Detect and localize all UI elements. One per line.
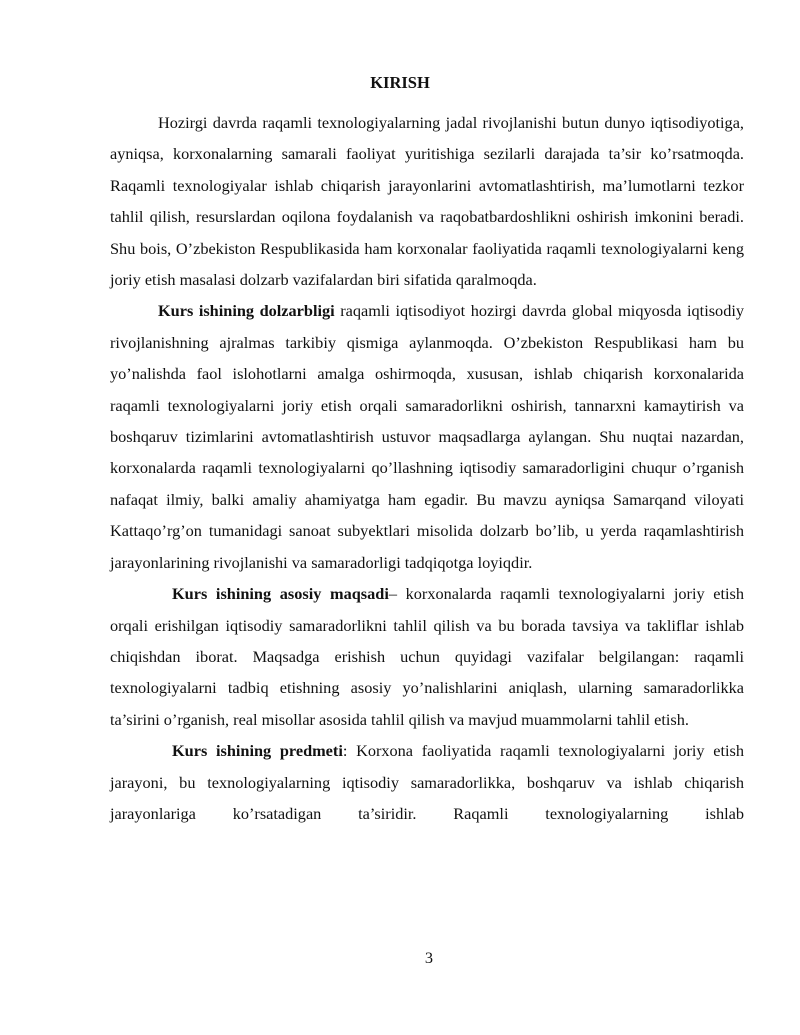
document-body bbox=[110, 107, 744, 829]
paragraph-lead: Kurs ishining predmeti bbox=[172, 741, 343, 761]
paragraph-lead: Kurs ishining dolzarbligi bbox=[158, 301, 335, 321]
page-title: KIRISH bbox=[370, 73, 430, 92]
page-number: 3 bbox=[424, 948, 434, 967]
paragraph-text: : Korxona faoliyatida raqamli texnologiyalarni joriy etish jarayoni, bu texnologiyalarning iqtisodiy samaradorlikka, boshqaruv va ishlab chiqarish jarayonlariga ko’rsatadigan ta’siridir. Raqamli texnologiyalarning ishlab bbox=[110, 741, 744, 823]
paragraph-subject bbox=[110, 735, 744, 829]
paragraph-relevance bbox=[110, 295, 744, 578]
paragraph-lead: Kurs ishining asosiy maqsadi bbox=[172, 584, 389, 604]
paragraph-intro bbox=[110, 107, 744, 295]
paragraph-text: – korxonalarda raqamli texnologiyalarni joriy etish orqali erishilgan iqtisodiy samaradorlikni tahlil qilish va bu borada tavsiya va takliflar ishlab chiqishdan iborat. Maqsadga erishish uchun quyidagi vazifalar belgilangan: raqamli texnologiyalarni tadbiq etishning asosiy yo’nalishlarini aniqlash, ularning samaradorlikka ta’sirini o’rganish, real misollar asosida tahlil qilish va mavjud muammolarni tahlil etish. bbox=[110, 584, 744, 729]
paragraph-text: raqamli iqtisodiyot hozirgi davrda global miqyosda iqtisodiy rivojlanishning ajralmas tarkibiy qismiga aylanmoqda. O’zbekiston Respublikasi ham bu yo’nalishda faol islohotlarni amalga oshirmoqda, xususan, ishlab chiqarish korxonalarida raqamli texnologiyalarni joriy etish orqali samaradorlikni oshirish, tannarxni kamaytirish va boshqaruv tizimlarini avtomatlashtirish ustuvor maqsadlarga aylangan. Shu nuqtai nazardan, korxonalarda raqamli texnologiyalarni qo’llashning iqtisodiy samaradorligini chuqur o’rganish nafaqat ilmiy, balki amaliy ahamiyatga ham egadir. Bu mavzu ayniqsa Samarqand viloyati Kattaqo’rg’on tumanidagi sanoat subyektlari misolida dolzarb bo’lib, u yerda raqamlashtirish jarayonlarining rivojlanishi va samaradorligi tadqiqotga loyiqdir. bbox=[110, 301, 744, 572]
paragraph-text: Hozirgi davrda raqamli texnologiyalarning jadal rivojlanishi butun dunyo iqtisodiyotiga, ayniqsa, korxonalarning samarali faoliyat yuritishiga sezilarli darajada ta’sir ko’rsatmoqda. Raqamli texnologiyalar ishlab chiqarish jarayonlarini avtomatlashtirish, ma’lumotlarni tezkor tahlil qilish, resurslardan oqilona foydalanish va raqobatbardoshlikni oshirish imkonini beradi. Shu bois, O’zbekiston Respublikasida ham korxonalar faoliyatida raqamli texnologiyalarni keng joriy etish masalasi dolzarb vazifalardan biri sifatida qaralmoqda. bbox=[110, 113, 744, 290]
paragraph-goal bbox=[110, 578, 744, 735]
